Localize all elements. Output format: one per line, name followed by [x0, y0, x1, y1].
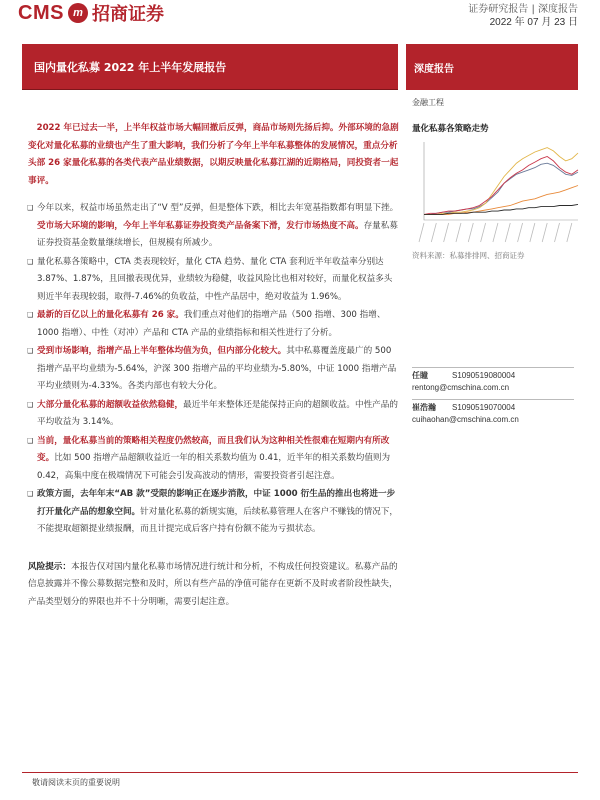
footer-divider [22, 772, 578, 773]
footer-note: 敬请阅读末页的重要说明 [32, 778, 120, 787]
bullet-policy [28, 486, 400, 539]
chart-x-tick [530, 223, 535, 242]
bullet-highlight: 大部分量化私募的超额收益依然稳健， [37, 399, 184, 410]
chart-series-line-4 [424, 186, 578, 215]
bullet-text: 量化私募各策略中，CTA 类表现较好，量化 CTA 趋势、量化 CTA 套利近半年收益率分别达 3.87%、1.87%，且回撤表现优异，业绩较为稳健，收益风险比也相对较好，而量化权益多头则近半年表现较弱，取得-7.46%的负收益，中性产品居中，绝对收益为 1.96%。 [37, 256, 393, 302]
bullet-text: 针对量化私募的新规实施，后续私募管理人在客户不赚钱的情况下，不能提取超额提业绩报酬，而且计提完成后客户持有份额不能为亏损状态。 [37, 506, 398, 534]
chart-x-tick [468, 223, 473, 242]
analyst-email[interactable]: cuihaohan@cmschina.com.cn [412, 415, 519, 424]
bullet-top-funds [28, 307, 400, 342]
chart-x-tick [481, 223, 486, 242]
logo-chinese-name: 招商证券 [91, 4, 164, 25]
chart-series-line-3 [424, 157, 578, 215]
bullet-excess-return [28, 397, 400, 432]
logo-badge-icon: m [68, 3, 88, 23]
bullet-bold-text: 政策方面，去年年末“AB 款”受限的影响正在逐步消散，中证 1000 衍生品的推出也将进一步打开量化产品的想象空间。 [37, 489, 396, 517]
risk-text: 本报告仅对国内量化私募市场情况进行统计和分析，不构成任何投资建议。私募产品的信息披露并不像公募数据完整和及时，所以有些产品的净值可能存在更新不及时或者阶段性缺失，产品类型划分的界限也并不十分明晰，需要引起注意。 [28, 561, 398, 607]
intro-paragraph: 2022 年已过去一半，上半年权益市场大幅回撤后反弹，商品市场则先扬后抑。外部环境的急剧变化对量化私募的业绩也产生了重大影响，我们分析了今年上半年私募整体的发展情况，重点分析头部 26 家量化私募的各类代表产品业绩数据，以期反映量化私募江湖的近期格局，同投资者一起事评。 [28, 123, 399, 186]
company-logo [18, 0, 164, 26]
bullet-text: 我们重点对他们的指增产品（500 指增、300 指增、1000 指增）、中性（对冲）产品和 CTA 产品的业绩指标和相关性进行了分析。 [37, 310, 386, 338]
bullet-text: 最近半年来整体还是能保持正向的超额收益。中性产品的平均收益为 3.14%。 [37, 399, 398, 427]
chart-series-line-2 [424, 148, 578, 215]
bullet-highlight: 受市场大环境的影响，今年上半年私募证券投资类产品备案下滑，发行市场热度不高。 [37, 220, 364, 231]
bullet-text: 今年以来，权益市场虽然走出了“V 型”反弹，但是整体下跌，相比去年宽基指数都有明显下挫。 [37, 203, 399, 213]
title-banner [22, 44, 398, 90]
bullet-text: 比如 500 指增产品超额收益近一年的相关系数均值为 0.41，近半年的相关系数均值则为 0.42，高集中度在极端情况下可能会引发高波动的情形，需要投资者引起注意。 [37, 453, 391, 481]
bullet-index-enhanced [28, 343, 400, 396]
chart-x-tick [518, 223, 523, 242]
risk-label: 风险提示： [28, 561, 71, 572]
analyst-name: 崔浩瀚 [412, 403, 436, 412]
chart-x-tick [505, 223, 510, 242]
main-content [28, 120, 400, 611]
strategy-trend-chart [412, 136, 582, 248]
analyst-name: 任瞳 [412, 371, 428, 380]
chart-x-tick [493, 223, 498, 242]
logo-text: CMS [18, 1, 64, 24]
side-banner [406, 44, 578, 90]
chart-x-tick [419, 223, 424, 242]
bullet-highlight: 最新的百亿以上的量化私募有 26 家。 [37, 310, 184, 320]
analyst-divider [412, 399, 574, 400]
chart-source: 资料来源：私募排排网、招商证券 [412, 251, 525, 260]
report-date: 2022 年 07 月 23 日 [489, 17, 578, 28]
bullet-strategies [28, 254, 400, 307]
bullet-text: 其中私募覆盖度最广的 500 指增产品平均业绩为-5.64%，沪深 300 指增产品的平均业绩为-5.80%，中证 1000 指增产品平均业绩则为-4.33%。各类内部也有较大分化。 [37, 346, 397, 391]
bullet-highlight: 当前，量化私募当前的策略相关程度仍然较高，而且我们认为这种相关性很难在短期内有所改变。 [37, 435, 390, 463]
report-type: 证券研究报告 | 深度报告 [468, 4, 578, 15]
chart-x-tick [567, 223, 572, 242]
chart-title: 量化私募各策略走势 [412, 124, 489, 134]
analyst-cert: S1090519070004 [452, 403, 516, 412]
analyst-email[interactable]: rentong@cmschina.com.cn [412, 383, 510, 392]
chart-x-tick [431, 223, 436, 242]
analyst-card [412, 402, 519, 426]
bullet-market [28, 200, 400, 253]
chart-x-tick [555, 223, 560, 242]
analyst-cert: S1090519080004 [452, 371, 516, 380]
side-label: 深度报告 [414, 63, 454, 75]
report-title: 国内量化私募 2022 年上半年发展报告 [34, 60, 227, 74]
industry-label: 金融工程 [412, 98, 444, 107]
bullet-correlation [28, 433, 400, 486]
risk-warning [28, 559, 400, 612]
bullet-highlight: 受到市场影响，指增产品上半年整体均值为负，但内部分化较大。 [37, 346, 287, 356]
analyst-card [412, 370, 515, 394]
chart-x-tick [456, 223, 461, 242]
bullet-text: 存量私募证券投资基金数量继续增长，但规模有所减少。 [37, 220, 398, 248]
analyst-divider [412, 367, 574, 368]
chart-x-tick [542, 223, 547, 242]
chart-x-tick [444, 223, 449, 242]
